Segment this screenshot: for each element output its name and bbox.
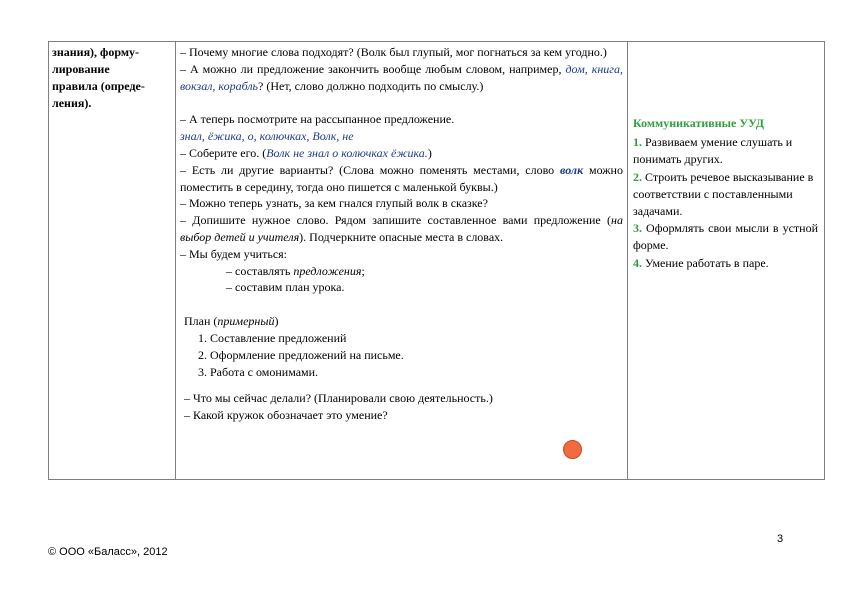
- uud-item: [633, 169, 818, 221]
- text-span: ;: [361, 263, 365, 278]
- plan-item: 2. Оформление предложений на письме.: [198, 347, 404, 362]
- spacer: [180, 94, 623, 111]
- scattered-words: знал, ёжика, о, колючках, Волк, не: [180, 129, 354, 144]
- spacer: [180, 296, 623, 313]
- plan-item: 1. Составление предложений: [198, 330, 347, 345]
- paragraph: – Что мы сейчас делали? (Планировали свою деятельность.): [184, 391, 493, 406]
- text-span: ). Подчеркните опасные места в словах.: [299, 229, 504, 244]
- text-span: ): [427, 145, 432, 160]
- uud-number: 3.: [633, 221, 642, 236]
- plan-item: 3. Работа с омонимами.: [198, 364, 319, 379]
- text-span: План (: [184, 314, 218, 329]
- italic-note: на выбор детей и учителя: [180, 213, 623, 244]
- stage-text-line: правила (опреде-: [52, 79, 145, 93]
- uud-number: 4.: [633, 255, 642, 270]
- uud-item: [633, 220, 818, 254]
- uud-number: 1.: [633, 135, 642, 150]
- copyright-footer: © ООО «Баласс», 2012: [48, 546, 168, 558]
- text-span: – Допишите нужное слово. Рядом запишите составленное вами предложение (: [180, 213, 612, 228]
- highlight-word: волк: [560, 162, 584, 177]
- paragraph: – Можно теперь узнать, за кем гнался глупый волк в сказке?: [180, 196, 488, 211]
- paragraph: – Мы будем учиться:: [180, 246, 288, 261]
- orange-circle-marker: [563, 440, 582, 459]
- paragraph: [180, 162, 623, 196]
- italic-note: предложения: [293, 263, 362, 278]
- example-words: дом, книга, вокзал, корабль: [180, 61, 623, 93]
- paragraph: – А теперь посмотрите на рассыпанное предложение.: [180, 112, 455, 127]
- uud-number: 2.: [633, 169, 642, 184]
- uud-text: Строить речевое высказывание в соответствии с поставленными задачами.: [633, 169, 814, 219]
- uud-text: Умение работать в паре.: [642, 255, 769, 270]
- paragraph: [180, 61, 623, 95]
- assembled-sentence: Волк не знал о колючках ёжика.: [266, 145, 428, 160]
- text-span: – Соберите его. (: [180, 145, 267, 160]
- stage-column: [49, 42, 176, 479]
- stage-text-line: ления).: [52, 96, 92, 110]
- spacer: [180, 380, 623, 390]
- paragraph: – Почему многие слова подходят? (Волк был глупый, мог погнаться за кем угодно.): [180, 45, 607, 59]
- paragraph: – Какой кружок обозначает это умение?: [184, 408, 388, 423]
- text-span: – составлять: [226, 263, 294, 278]
- text-span: ? (Нет, слово должно подходить по смыслу.): [258, 78, 484, 93]
- lesson-table: [48, 41, 825, 480]
- uud-column: [628, 42, 824, 479]
- uud-item: [633, 255, 818, 272]
- text-span: – Есть ли другие варианты? (Слова можно поменять местами, слово: [180, 162, 560, 177]
- uud-heading: Коммуникативные УУД: [633, 116, 765, 130]
- uud-item: [633, 134, 818, 168]
- goal-item: – составим план урока.: [226, 280, 345, 295]
- text-span: можно поместить в середину, тогда оно пишется с маленькой буквы.): [180, 162, 623, 194]
- uud-text: Развиваем умение слушать и понимать других.: [633, 135, 793, 167]
- page-number: 3: [777, 533, 784, 545]
- goal-item: [180, 263, 623, 280]
- paragraph: [180, 212, 623, 246]
- plan-heading: [180, 313, 623, 330]
- stage-text-line: знания), форму-: [52, 45, 140, 59]
- paragraph: [180, 145, 623, 162]
- uud-text: Оформлять свои мысли в устной форме.: [633, 221, 818, 253]
- text-span: ): [274, 314, 279, 329]
- text-span: – А можно ли предложение закончить вообще любым словом, например,: [180, 61, 566, 76]
- stage-text-line: лирование: [52, 62, 110, 76]
- teacher-activity-column: [176, 42, 628, 479]
- italic-note: примерный: [217, 314, 275, 329]
